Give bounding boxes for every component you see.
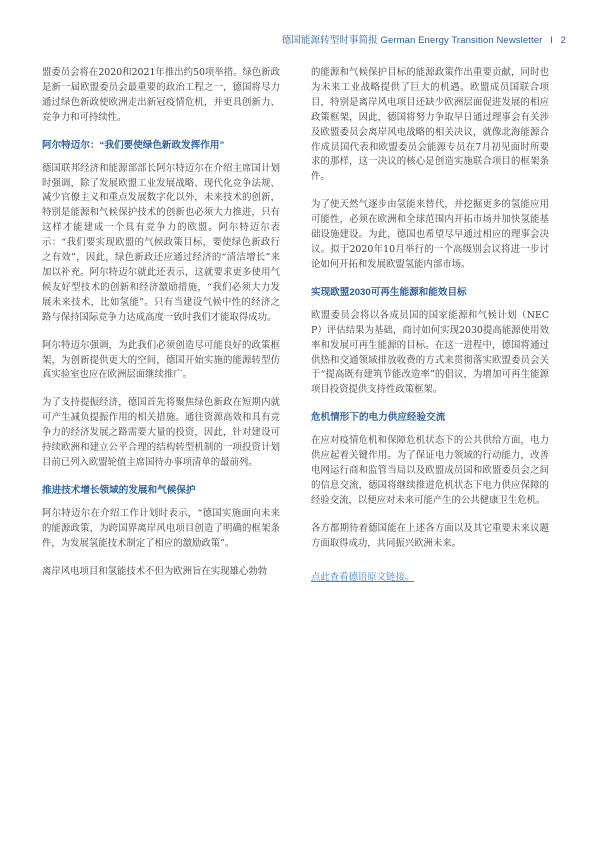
left-column: [42, 66, 280, 592]
paragraph: 各方都期待着德国能在上述各方面以及其它重要未来议题方面取得成功，共同振兴欧洲未来。: [311, 522, 549, 549]
page-header: [282, 32, 566, 46]
paragraph: 离岸风电项目和氢能技术不但为欧洲旨在实现雄心勃勃: [42, 565, 268, 577]
section-heading: 实现欧盟2030可再生能源和能效目标: [311, 286, 467, 298]
paragraph: 为了使天然气逐步由氢能来替代，并挖掘更多的氢能应用可能性，必须在欧洲和全球范围内开拓市场并加快氢能基础设施建设。为此，德国也希望尽早通过相应的理事会决议。拟于2020年10月举行的一个高级别会议将进一步讨论如何开拓和发展欧盟氢能内部市场。: [311, 199, 549, 270]
newsletter-title-zh: 德国能源转型时事简报: [281, 35, 378, 46]
header-separator: I: [550, 35, 553, 46]
paragraph: 阿尔特迈尔强调，为此我们必须创造尽可能良好的政策框架，为创新提供更大的空间，德国开始实施的能源转型仿真实验室也应在欧洲层面继续推广。: [42, 339, 280, 381]
paragraph: 欧盟委员会将以各成员国的国家能源和气候计划（NECP）评估结果为基础，商讨如何实现2030提高能源使用效率和发展可再生能源的目标。在这一进程中，德国将通过供热和交通领域排放收费的方式来贯彻落实欧盟委员会关于“提高既有建筑节能改造率”的倡议，为增加可再生能源项目投资提供支持性政策框架。: [311, 309, 549, 396]
page-number: 2: [560, 35, 566, 46]
paragraph: 阿尔特迈尔在介绍工作计划时表示，“德国实施面向未来的能源政策，为跨国界离岸风电项目创造了明确的框架条件，为发展氢能技术制定了相应的激励政策”。: [42, 507, 280, 549]
paragraph: 为了支持提振经济，德国首先将聚焦绿色新政在短期内就可产生减负提振作用的相关措施。通往资源高效和具有竞争力的经济发展之路需要大量的投资，因此，针对建设可持续欧洲和建立公平合理的结构转型机制的一项投资计划目前已列入欧盟轮值主席国待办事项清单的最前列。: [42, 397, 280, 468]
paragraph: 在应对疫情危机和保障危机状态下的公共供给方面，电力供应起着关键作用。为了保证电力领域的行动能力，改善电网运行商和监管当局以及欧盟成员国和欧盟委员会之间的信息交流，德国将继续推进危机状态下电力供应保障的经验交流，以便应对未来可能产生的公共健康卫生危机。: [311, 435, 549, 506]
right-column: [311, 66, 549, 585]
paragraph: 德国联邦经济和能源部部长阿尔特迈尔在介绍主席国计划时强调，除了发展欧盟工业发展战略、现代化竞争法规、减少官僚主义和重点发展数字化以外，未来技术的创新，特别是能源和气候保护技术的创新也必须大力推进，只有这样才能建成一个具有竞争力的欧盟。阿尔特迈尔表示：“我们要实现欧盟的气候政策目标，要使绿色新政行之有效”，因此，绿色新政还应通过经济的“清洁增长”来加以补充。阿尔特迈尔就此还表示，这就要求更多使用气候友好型技术的创新和经济激励措施，“我们必须大力发展未来技术，比如氢能”。只有当建设气候中性的经济之路与保持国际竞争力达成高度一致时我们才能取得成功。: [42, 162, 280, 323]
newsletter-title-en: German Energy Transition Newsletter: [380, 35, 543, 46]
section-heading: 危机情形下的电力供应经验交流: [311, 412, 446, 424]
paragraph: 的能源和气候保护目标的能源政策作出重要贡献，同时也为未来工业战略提供了巨大的机遇。欧盟成员国联合项目，特别是离岸风电项目还缺少欧洲层面促进发展的相应政策框架，因此，德国将努力争取早日通过理事会有关涉及欧盟委员会离岸风电战略的相关决议，就像北海能源合作成员国代表和欧盟委员会能源专员在7月初见面时所要求的那样，这一决议的核心是创造实施联合项目的框架条件。: [311, 67, 549, 183]
original-german-link[interactable]: 点此查看德语原文链接。: [311, 571, 415, 583]
section-heading: 推进技术增长领域的发展和气候保护: [42, 484, 196, 496]
section-heading: 阿尔特迈尔：“我们要使绿色新政发挥作用”: [42, 139, 225, 151]
paragraph: 盟委员会将在2020和2021年推出约50项举措。绿色新政是新一届欧盟委员会最重要的政治工程之一，德国将尽力通过绿色新政使欧洲走出新冠疫情危机，并更具创新力、竞争力和可持续性。: [42, 67, 280, 123]
